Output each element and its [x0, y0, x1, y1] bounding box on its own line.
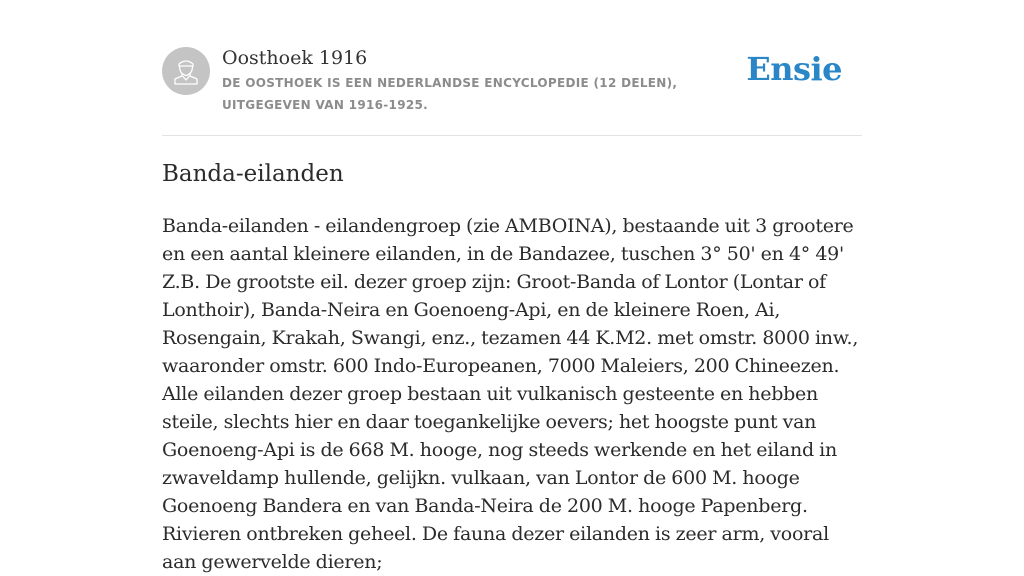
source-title[interactable]: Oosthoek 1916	[222, 47, 368, 69]
entry-body: Banda-eilanden - eilandengroep (zie AMBOINA), bestaande uit 3 grootere en een aantal kleinere eilanden, in de Bandazee, tuschen 3° 50' en 4° 49' Z.B. De grootste eil. dezer groep zijn: Groot-Banda of Lontor (Lontar of Lonthoir), Banda-Neira en Goenoeng-Api, en de kleinere Roen, Ai, Rosengain, Krakah, Swangi, enz., tezamen 44 K.M2. met omstr. 8000 inw., waaronder omstr. 600 Indo-Europeanen, 7000 Maleiers, 200 Chineezen. Alle eilanden dezer groep bestaan uit vulkanisch gesteente en hebben steile, slechts hier en daar toegankelijke oevers; het hoogste punt van Goenoeng-Api is de 668 M. hooge, nog steeds werkende en het eiland in zwaveldamp hullende, gelijkn. vulkaan, van Lontor de 600 M. hooge Goenoeng Bandera en van Banda-Neira de 200 M. hooge Papenberg. Rivieren ontbreken geheel. De fauna dezer eilanden is zeer arm, vooral aan gewervelde dieren;	[162, 215, 859, 573]
divider	[162, 135, 862, 136]
entry-title: Banda-eilanden	[162, 161, 344, 187]
source-header	[162, 46, 862, 116]
user-icon	[162, 47, 210, 95]
source-description: DE OOSTHOEK IS EEN NEDERLANDSE ENCYCLOPEDIE (12 DELEN), UITGEGEVEN VAN 1916-1925.	[222, 76, 678, 112]
avatar[interactable]	[162, 47, 210, 95]
ensie-logo-link[interactable]: Ensie	[746, 50, 842, 88]
